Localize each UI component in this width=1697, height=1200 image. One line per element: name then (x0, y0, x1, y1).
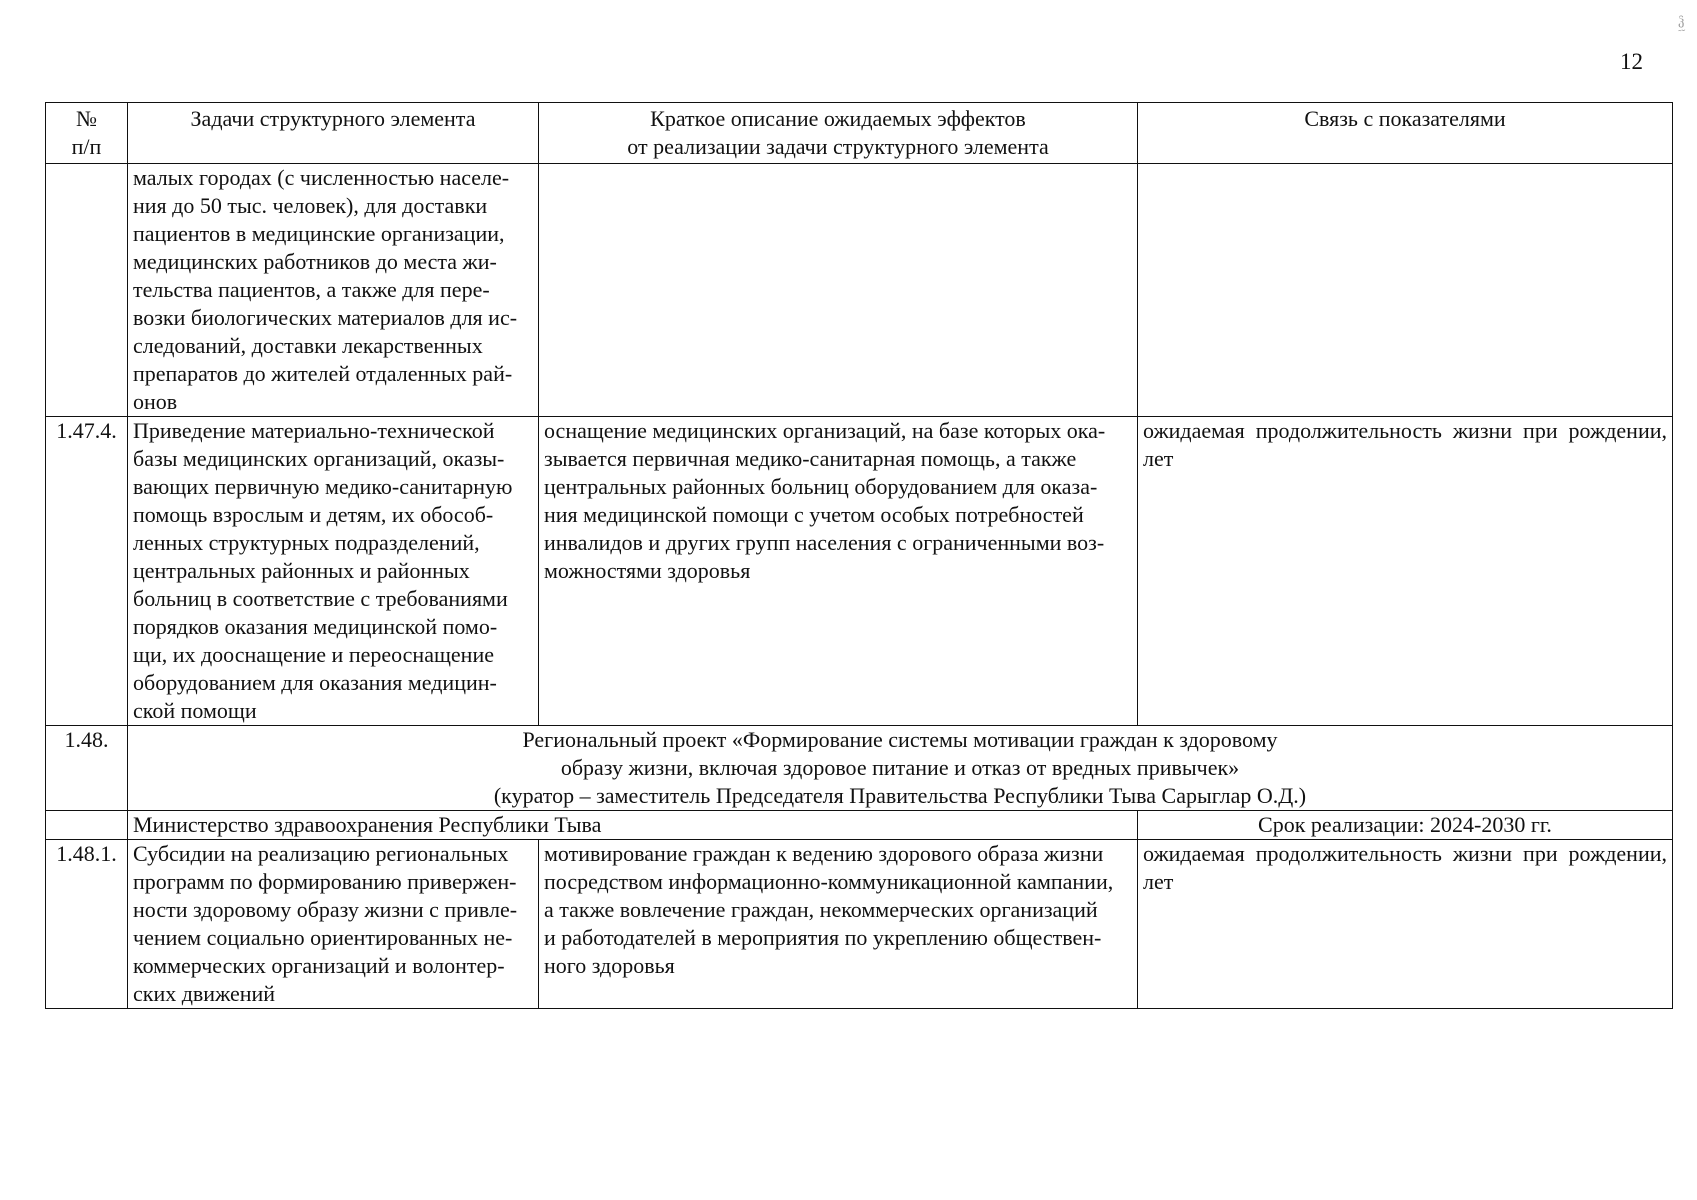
table-row-1-48-1 (46, 840, 1673, 1009)
header-number: № п/п (46, 103, 128, 164)
table-row-ministry (46, 811, 1673, 840)
table-row-1-47-4 (46, 417, 1673, 726)
cell-empty-effect (539, 164, 1138, 417)
scan-artifact: ჴ ˜ˇ (1678, 16, 1686, 40)
regional-project-title: Региональный проект «Формирование системы мотивации граждан к здоровому образу жизни, включая здоровое питание и отказ от вредных привычек» (куратор – заместитель Председателя Правительства Республики Тыва Сарыглар О.Д.) (128, 726, 1673, 811)
cell-effect: мотивирование граждан к ведению здорового образа жизни посредством информационно-коммуникационной кампании, а также вовлечение граждан, некоммерческих организаций и работодателей в мероприятия по укреплению обществен- ного здоровья (539, 840, 1138, 1009)
cell-row-number: 1.47.4. (46, 417, 128, 726)
page-number: 12 (1620, 49, 1643, 74)
cell-effect: оснащение медицинских организаций, на базе которых ока- зывается первичная медико-санитарная помощь, а также центральных районных больниц оборудованием для оказа- ния медицинской помощи с учетом особых потребностей инвалидов и других групп населения с ограниченными воз- можностями здоровья (539, 417, 1138, 726)
structural-elements-table (45, 102, 1673, 1009)
cell-empty-ministry-number (46, 811, 128, 840)
header-indicators: Связь с показателями (1138, 103, 1673, 164)
cell-empty-number (46, 164, 128, 417)
cell-row-number: 1.48.1. (46, 840, 128, 1009)
cell-task-continuation: малых городах (с численностью населе- ния до 50 тыс. человек), для доставки пациентов в медицинские организации, медицинских работников до места жи- тельства пациентов, а также для пере- возки биологических материалов для ис- следований, доставки лекарственных препаратов до жителей отдаленных рай- онов (128, 164, 539, 417)
cell-project-number: 1.48. (46, 726, 128, 811)
implementation-period: Срок реализации: 2024-2030 гг. (1138, 811, 1673, 840)
cell-indicator: ожидаемая продолжительность жизни при рождении, лет (1138, 840, 1673, 1009)
responsible-ministry: Министерство здравоохранения Республики Тыва (128, 811, 1138, 840)
header-effects: Краткое описание ожидаемых эффектов от реализации задачи структурного элемента (539, 103, 1138, 164)
table-row-continuation (46, 164, 1673, 417)
header-tasks: Задачи структурного элемента (128, 103, 539, 164)
cell-empty-indicator (1138, 164, 1673, 417)
cell-indicator: ожидаемая продолжительность жизни при рождении, лет (1138, 417, 1673, 726)
table-row-1-48 (46, 726, 1673, 811)
cell-task: Субсидии на реализацию региональных программ по формированию привержен- ности здоровому образу жизни с привле- чением социально ориентированных не- коммерческих организаций и волонтер- ских движений (128, 840, 539, 1009)
table-header-row (46, 103, 1673, 164)
cell-task: Приведение материально-технической базы медицинских организаций, оказы- вающих первичную медико-санитарную помощь взрослым и детям, их обособ- ленных структурных подразделений, центральных районных и районных больниц в соответствие с требованиями порядков оказания медицинской помо- щи, их дооснащение и переоснащение оборудованием для оказания медицин- ской помощи (128, 417, 539, 726)
